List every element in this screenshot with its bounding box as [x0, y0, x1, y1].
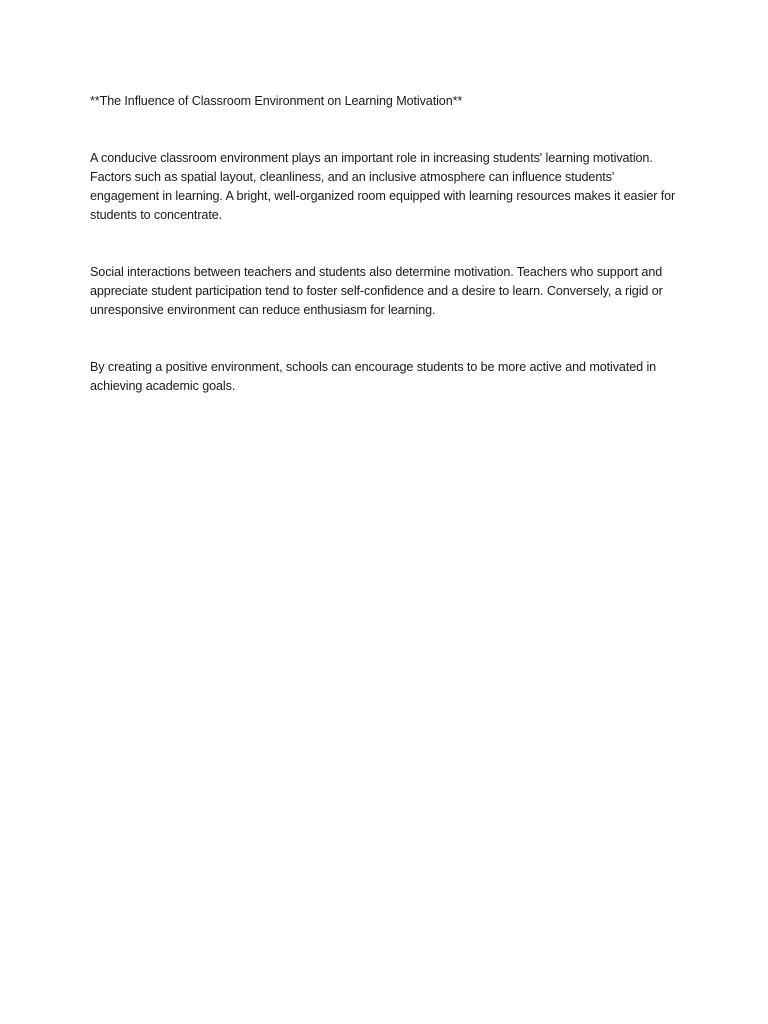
document-title: **The Influence of Classroom Environment on Learning Motivation**: [90, 94, 463, 108]
paragraph-3: By creating a positive environment, schools can encourage students to be more active and motivated in achieving academic goals.: [90, 360, 657, 393]
paragraph-2: Social interactions between teachers and students also determine motivation. Teachers who support and appreciate student participation tend to foster self-confidence and a desire to learn. Conversely, a rigid or unresponsive environment can reduce enthusiasm for learning.: [90, 265, 663, 317]
document-body: [90, 92, 682, 434]
paragraph-1: A conducive classroom environment plays an important role in increasing students' learning motivation. Factors such as spatial layout, cleanliness, and an inclusive atmosphere can influence students' engagement in learning. A bright, well-organized room equipped with learning resources makes it easier for students to concentrate.: [90, 151, 676, 222]
